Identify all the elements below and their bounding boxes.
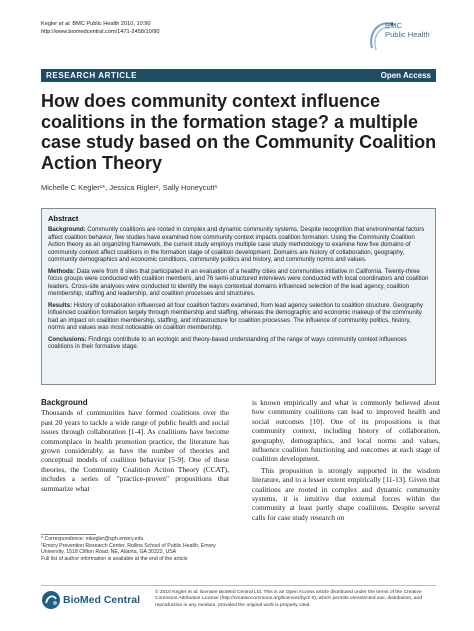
paper-title: How does community context influence coalitions in the formation stage? a multiple case study based on the Community Coalition Action Theory <box>41 91 437 173</box>
section-heading-background: Background <box>41 398 88 407</box>
abstract-methods <box>48 268 429 298</box>
results-label: Results: <box>48 301 73 309</box>
article-url[interactable]: http://www.biomedcentral.com/1471-2458/10/90 <box>41 28 160 35</box>
open-access-label: Open Access <box>380 71 431 80</box>
background-text: Community coalitions are rooted in complex and dynamic community systems. Despite recognition that environmental factors affect coalition behavior, few studies have examined how community context impacts coalition formation. Using the Community Coalition Action theory as an organizing framework, the current study employs multiple case study methodology to examine how five domains of community context affect coalitions in the formation stage of coalition development. Domains are history of collaboration, geography, community demographics and economic conditions, community politics and history, and community norms and values. <box>48 226 425 263</box>
logo-line-2: Public Health <box>385 30 430 39</box>
publisher-name: BioMed Central <box>63 594 141 606</box>
results-text: History of collaboration influenced all four coalition factors examined, from lead agency selection to coalition structure. Geography influenced coalition formation largely through membership and staffing, whereas the demographic and economic makeup of the community had an impact on coalition membership, staffing, and infrastructure for coalition processes. The influence of community politics, history, norms and values was most noticeable on coalition membership. <box>48 301 423 331</box>
logo-line-1: BMC <box>385 21 402 30</box>
author-info-note: Full list of author information is available at the end of the article <box>41 555 188 562</box>
citation-etal: et al. <box>58 21 71 27</box>
abstract-results <box>48 302 429 332</box>
biomed-central-logo-icon <box>41 590 61 610</box>
body-column-left <box>41 398 229 493</box>
conclusions-text: Findings contribute to an ecologic and theory-based understanding of the range of ways community context influences coalitions in their formative stage. <box>48 335 407 350</box>
journal-logo-text <box>385 21 430 39</box>
abstract-conclusions <box>48 336 429 351</box>
abstract-box <box>41 208 436 385</box>
background-label: Background: <box>48 226 86 233</box>
abstract-background <box>48 226 429 264</box>
methods-text: Data were from 8 sites that participated in an evaluation of a healthy cities and communities initiative in California. Twenty-three focus groups were conducted with coalition members, and 76 semi-structured interviews were conducted with local coordinators and coalition leaders. Cross-site analyses were conducted to identify the ways contextual domains influenced selection of the lead agency, coalition membership, staffing and leadership, and coalition processes and structures. <box>48 267 429 297</box>
footnote-divider <box>41 534 96 535</box>
citation-header <box>41 21 159 36</box>
conclusions-label: Conclusions: <box>48 335 87 343</box>
citation-authors: Kegler <box>41 21 59 27</box>
body-paragraph: This proposition is strongly supported in the wisdom literature, and to a lesser extent empirically [11-13]. Given that coalitions are rooted in complex and dynamic community systems, it is intuitive that external forces within the community at least partly shape coalitions. Despite several calls for case study research on <box>252 465 440 522</box>
affiliation-note: ¹Emory Prevention Research Center, Rollins School of Public Health, Emory University, 1518 Clifton Road, NE, Atlanta, GA 30322, USA <box>41 542 216 556</box>
body-paragraph: is known empirically and what is commonly believed about how community coalitions can lead to improved health and social outcomes [10]. One of its propositions is that community context, including history of collaboration, geography, demographics, and local norms and values, influence coalition functioning and outcomes at each stage of coalition development. <box>252 398 440 464</box>
author-list: Michelle C Kegler¹*, Jessica Rigler², Sally Honeycutt¹ <box>41 183 218 192</box>
abstract-heading: Abstract <box>48 214 79 223</box>
footnotes <box>41 536 229 562</box>
license-text: © 2010 Kegler et al; licensee BioMed Central Ltd. This is an Open Access article distributed under the terms of the Creative Commons Attribution License (http://creativecommons.org/licenses/by/2.0), which permits unrestricted use, distribution, and reproduction in any medium, provided the original work is properly cited. <box>155 590 422 608</box>
abstract-body <box>48 226 429 355</box>
citation-journal: BMC Public Health 2010, 10:90 <box>70 21 151 27</box>
article-type-banner <box>41 69 436 82</box>
body-column-right <box>252 398 440 522</box>
footer-divider <box>41 585 436 586</box>
body-paragraph: Thousands of communities have formed coalitions over the past 20 years to tackle a wide range of public health and social issues through collaboration [1-4]. As coalitions have become commonplace in health promotion practice, the literature has grown considerably, as have the number of theories and conceptual models of coalition behavior [5-9]. One of these theories, the Community Coalition Action Theory (CCAT), includes a series of "practice-proven" propositions that summarize what <box>41 408 229 493</box>
correspondence-note: * Correspondence: mkegler@sph.emory.edu <box>41 536 144 542</box>
methods-label: Methods: <box>48 267 76 275</box>
article-type-label: RESEARCH ARTICLE <box>46 71 138 80</box>
